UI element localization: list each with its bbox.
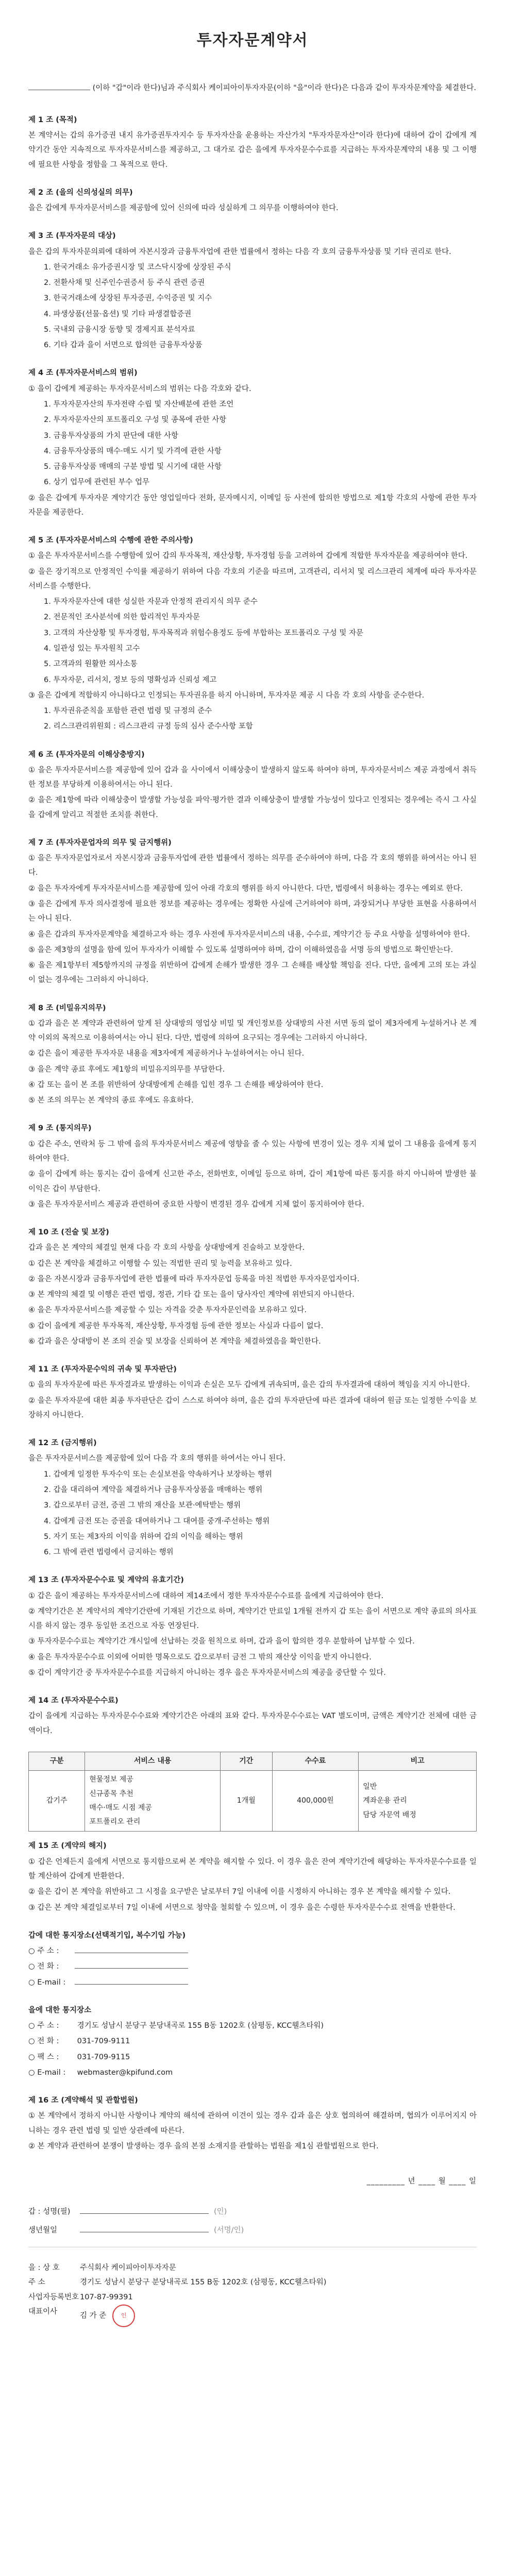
fee-table-header-cell: 기간: [221, 1752, 272, 1771]
signature-row: [28, 2223, 477, 2238]
termination-section: [28, 1839, 477, 1914]
main-article-7: [28, 836, 477, 988]
article-list-item: 4. 파생상품(선물·옵션) 및 기타 파생결합증권: [44, 310, 192, 318]
article-paragraph: ① 갑과 을은 본 계약과 관련하여 알게 된 상대방의 영업상 비밀 및 개인정보를 상대방의 사전 서면 동의 없이 제3자에게 누설하거나 본 계약 이외의 목적으로 이용하여서는 아니 된다. 다만, 법령에 의하여 요구되는 경우에는 그러하지 아니하다.: [28, 1019, 477, 1043]
fee-table-cell: 일반 계좌운용 관리 담당 자문역 배정: [359, 1771, 477, 1832]
main-article-9: [28, 1121, 477, 1212]
article-paragraph: ② 본 계약과 관련하여 분쟁이 발생하는 경우 을의 본점 소재지를 관할하는 법원을 제1심 관할법원으로 한다.: [28, 2142, 379, 2150]
signature-seal-hint: (서명/인): [214, 2226, 244, 2234]
article-paragraph: ④ 을은 투자자문서비스를 제공할 수 있는 자격을 갖춘 투자자문인력을 보유하고 있다.: [28, 1306, 307, 1315]
client-contact-row: [28, 1944, 477, 1958]
article-paragraph: 갑이 을에게 지급하는 투자자문수수료와 계약기간은 아래의 표와 같다. 투자자문수수료는 VAT 별도이며, 금액은 계약기간 전체에 대한 금액이다.: [28, 1712, 477, 1735]
article-paragraph: ⑤ 갑이 을에게 제공한 투자목적, 재산상황, 투자경험 등에 관한 정보는 사실과 다름이 없다.: [28, 1321, 324, 1330]
main-article-14: [28, 1693, 477, 1738]
article-title: 제 13 조 (투자자문수수료 및 계약의 유효기간): [28, 1576, 184, 1585]
company-contact-label: ○ 전 화 :: [28, 2037, 59, 2046]
article-title: 제 1 조 (목적): [28, 115, 77, 124]
article-list-item: 6. 기타 갑과 을이 서면으로 합의한 금융투자상품: [44, 341, 203, 350]
article-item-list: [28, 260, 477, 353]
article-list-item: 5. 금융투자상품 매매의 구분 방법 및 시기에 대한 사항: [44, 463, 222, 471]
article-paragraph: ① 을은 투자자문업자로서 자본시장과 금융투자업에 관한 법률에서 정하는 의무를 준수하여야 하며, 다음 각 호의 행위를 하여서는 아니 된다.: [28, 854, 477, 877]
article-list-item: ③ 을은 갑에게 적합하지 아니하다고 인정되는 투자권유를 하지 아니하며, 투자자문 제공 시 다음 각 호의 사항을 준수한다.: [28, 691, 425, 700]
fee-table-header-cell: 서비스 내용: [85, 1752, 221, 1771]
article-list-item: 1. 투자자문자산에 대한 성실한 자문과 안정적 관리지식 의무 준수: [44, 598, 258, 606]
article-item-list: [28, 595, 477, 734]
article-list-item: 2. 전환사채 및 신주인수권증서 등 주식 관련 증권: [44, 279, 205, 287]
article-paragraph: ⑤ 본 조의 의무는 본 계약의 종료 후에도 유효하다.: [28, 1096, 194, 1105]
signature-row: [28, 2205, 477, 2219]
fee-table-cell: 1개월: [221, 1771, 272, 1832]
article-paragraph: ③ 투자자문수수료는 계약기간 개시일에 선납하는 것을 원칙으로 하며, 갑과 을이 합의한 경우 분할하여 납부할 수 있다.: [28, 1637, 415, 1646]
main-article-10: [28, 1225, 477, 1349]
article-list-item: 5. 국내외 금융시장 동향 및 경제지표 분석자료: [44, 325, 195, 334]
client-name-blank[interactable]: [28, 81, 90, 90]
company-seal-stamp: 인: [112, 2304, 135, 2327]
article-list-item: 6. 투자자문, 리서치, 정보 등의 명확성과 신뢰성 제고: [44, 675, 217, 684]
client-contact-field[interactable]: [75, 1977, 188, 1985]
articles-section: [28, 113, 477, 1738]
fee-table-row: [29, 1771, 477, 1832]
main-article-2: [28, 185, 477, 216]
article-list-item: 2. 전문적인 조사분석에 의한 합리적인 투자자문: [44, 613, 200, 622]
article-title: 제 3 조 (투자자문의 대상): [28, 232, 116, 241]
article-paragraph: ③ 본 계약의 체결 및 이행은 관련 법령, 정관, 기타 갑 또는 을이 당사자인 계약에 위반되지 아니한다.: [28, 1291, 355, 1299]
company-info-label: 주 소: [28, 2278, 45, 2287]
article-list-item: 1. 갑에게 일정한 투자수익 또는 손실보전을 약속하거나 보장하는 행위: [44, 1470, 272, 1479]
contract-page: [28, 0, 477, 2348]
article-title: 제 15 조 (계약의 해지): [28, 1842, 107, 1851]
article-paragraph: 을은 갑에게 투자자문서비스를 제공함에 있어 신의에 따라 성실하게 그 의무를 이행하여야 한다.: [28, 204, 339, 213]
main-article-13: [28, 1573, 477, 1680]
article-title: 제 7 조 (투자자문업자의 의무 및 금지행위): [28, 838, 172, 847]
article-list-item: 5. 고객과의 원활한 의사소통: [44, 660, 138, 669]
article-paragraph: 을은 갑의 투자자문의뢰에 대하여 자본시장과 금융투자업에 관한 법률에서 정하는 다음 각 호의 금융투자상품 및 기타 권리로 한다.: [28, 247, 451, 256]
article-list-item: 2. 투자자문자산의 포트폴리오 구성 및 종목에 관한 사항: [44, 416, 227, 425]
article-paragraph: ② 갑은 을이 제공한 투자자문 내용을 제3자에게 제공하거나 누설하여서는 아니 된다.: [28, 1049, 305, 1058]
fee-table-cell: 400,000원: [272, 1771, 359, 1832]
company-info-row: [28, 2261, 477, 2275]
signature-section: [28, 2205, 477, 2238]
main-article-5: [28, 533, 477, 734]
article-paragraph: ② 을은 장기적으로 안정적인 수익률 제공하기 위하여 다음 각호의 기준을 따르며, 고객관리, 리서치 및 리스크관리 체계에 따라 투자자문서비스를 수행한다.: [28, 567, 477, 590]
signature-label: 갑 : 성명(필): [28, 2207, 71, 2216]
company-contact-value: webmaster@kpifund.com: [75, 2068, 173, 2077]
article-paragraph: ⑤ 갑이 계약기간 중 투자자문수수료를 지급하지 아니하는 경우 을은 투자자문서비스의 제공을 중단할 수 있다.: [28, 1668, 386, 1677]
article-title: 제 11 조 (투자자문수익의 귀속 및 투자판단): [28, 1365, 177, 1374]
company-contact-row: [28, 2019, 477, 2033]
article-paragraph: ④ 을은 투자자문수수료 이외에 어떠한 명목으로도 갑으로부터 금전 그 밖의 재산상 이익을 받지 아니한다.: [28, 1653, 372, 1662]
termination-article-1: [28, 1839, 477, 1914]
company-contact-row: [28, 2034, 477, 2048]
article-paragraph: 을은 투자자문서비스를 제공함에 있어 다음 각 호의 행위를 하여서는 아니 된다.: [28, 1454, 285, 1463]
article-list-item: 3. 금융투자상품의 가치 판단에 대한 사항: [44, 431, 178, 440]
article-paragraph: ② 을은 투자자문에 대한 최종 투자판단은 갑이 스스로 하여야 하며, 을은 갑의 투자판단에 따른 결과에 대하여 원금 또는 일정한 수익을 보장하지 아니한다.: [28, 1396, 477, 1419]
article-paragraph: ⑥ 갑과 을은 상대방이 본 조의 진술 및 보장을 신뢰하여 본 계약을 체결하였음을 확인한다.: [28, 1337, 321, 1346]
fee-table-header-cell: 비고: [359, 1752, 477, 1771]
article-paragraph: ⑥ 을은 제1항부터 제5항까지의 규정을 위반하여 갑에게 손해가 발생한 경우 그 손해를 배상할 책임을 진다. 다만, 을에게 고의 또는 과실이 없는 경우에는 그러하지 아니하다.: [28, 961, 477, 985]
article-paragraph: ③ 을은 계약 종료 후에도 제1항의 비밀유지의무를 부담한다.: [28, 1065, 225, 1074]
article-paragraph: ② 을이 갑에게 하는 통지는 갑이 을에게 신고한 주소, 전화번호, 이메일 등으로 하며, 갑이 제1항에 따른 통지를 하지 아니하여 발생한 불이익은 갑이 부담한다.: [28, 1170, 477, 1193]
company-contact-label: ○ 주 소 :: [28, 2022, 59, 2030]
company-info-row: [28, 2275, 477, 2290]
contract-title: 투자자문계약서: [196, 31, 309, 49]
intro-text: (이하 "갑"이라 한다)님과 주식회사 케이피아이투자자문(이하 "을"이라 한다)은 다음과 같이 투자자문계약을 체결한다.: [92, 83, 476, 92]
article-paragraph: ④ 갑 또는 을이 본 조를 위반하여 상대방에게 손해를 입힌 경우 그 손해를 배상하여야 한다.: [28, 1080, 324, 1089]
client-contact-label: ○ 주 소 :: [28, 1947, 59, 1956]
article-paragraph: ③ 갑은 본 계약 체결일로부터 7일 이내에 서면으로 청약을 철회할 수 있으며, 이 경우 을은 수령한 투자자문수수료 전액을 반환한다.: [28, 1903, 456, 1912]
company-info-label: 대표이사: [28, 2307, 58, 2316]
main-article-4: [28, 366, 477, 520]
client-contact-row: [28, 1975, 477, 1990]
article-paragraph: ① 을은 투자자문서비스를 제공함에 있어 갑과 을 사이에서 이해상충이 발생하지 않도록 하여야 하며, 투자자문서비스 제공 과정에서 취득한 정보를 부당하게 이용하여서는 아니 된다.: [28, 766, 477, 789]
client-contact-field[interactable]: [75, 1961, 188, 1969]
fee-table: [28, 1752, 477, 1832]
client-contact-label: ○ 전 화 :: [28, 1962, 59, 1971]
article-paragraph: 갑과 을은 본 계약의 체결일 현재 다음 각 호의 사항을 상대방에게 진술하고 보장한다.: [28, 1244, 305, 1252]
company-contact-label: ○ 팩 스 :: [28, 2053, 59, 2061]
company-info-value: 107-87-99391: [80, 2293, 133, 2301]
main-article-3: [28, 229, 477, 352]
fee-table-header: [29, 1752, 477, 1771]
article-item-list: [28, 1467, 477, 1560]
fee-table-body: [29, 1771, 477, 1832]
article-paragraph: 본 계약서는 갑의 유가증권 내지 유가증권투자지수 등 투자자산을 운용하는 자산가치 "투자자문자산"이라 한다)에 대하여 갑이 갑에게 계약기간 동안 지속적으로 투자자문서비스를 제공하고, 그 대가로 갑은 을에게 투자자문수수료를 지급하는 투자자문계약의 내용 및 그 이행에 필요한 사항을 정함을 그 목적으로 한다.: [28, 131, 477, 169]
signature-field[interactable]: [80, 2206, 209, 2214]
article-item-list: [28, 382, 477, 520]
article-title: 제 16 조 (계약해석 및 관할법원): [28, 2096, 138, 2105]
article-list-item: 4. 갑에게 금전 또는 증권을 대여하거나 그 대여를 중개·주선하는 행위: [44, 1517, 270, 1526]
company-contact-row: [28, 2065, 477, 2080]
article-list-item: 4. 금융투자상품의 매수·매도 시기 및 가격에 관한 사항: [44, 447, 222, 455]
company-info-row: [28, 2304, 477, 2327]
article-paragraph: ① 갑은 본 계약을 체결하고 이행할 수 있는 적법한 권리 및 능력을 보유하고 있다.: [28, 1259, 292, 1268]
fee-table-header-cell: 구분: [29, 1752, 85, 1771]
article-title: 제 14 조 (투자자문수수료): [28, 1697, 119, 1705]
article-title: 제 2 조 (을의 신의성실의 의무): [28, 188, 133, 197]
article-list-item: 2. 갑을 대리하여 계약을 체결하거나 금융투자상품을 매매하는 행위: [44, 1486, 263, 1495]
client-contact-label: ○ E-mail :: [28, 1978, 66, 1987]
article-paragraph: ① 갑은 언제든지 을에게 서면으로 통지함으로써 본 계약을 해지할 수 있다. 이 경우 을은 잔여 계약기간에 해당하는 투자자문수수료를 일할 계산하여 갑에게 반환한다.: [28, 1857, 477, 1881]
main-article-1: [28, 113, 477, 172]
company-contact-value: 경기도 성남시 분당구 분당내곡로 155 B동 1202호 (삼평동, KCC웰츠타워): [75, 2022, 324, 2030]
fee-table-cell: 현물정보 제공 신규종목 추천 매수·매도 시점 제공 포트폴리오 관리: [85, 1771, 221, 1832]
client-contact-field[interactable]: [75, 1945, 188, 1953]
article-paragraph: ① 갑은 을이 제공하는 투자자문서비스에 대하여 제14조에서 정한 투자자문수수료를 을에게 지급하여야 한다.: [28, 1591, 384, 1600]
article-paragraph: ② 을은 제1항에 따라 이해상충이 발생할 가능성을 파악·평가한 결과 이해상충이 발생할 가능성이 있다고 인정되는 경우에는 즉시 그 사실을 갑에게 알리고 적절한 조치를 취한다.: [28, 796, 477, 819]
company-info: [28, 2261, 477, 2327]
signature-label: 생년월일: [28, 2226, 58, 2234]
main-article-12: [28, 1436, 477, 1560]
signature-field[interactable]: [80, 2225, 209, 2232]
signing-date[interactable]: _________ 년 ____ 월 ____ 일: [366, 2177, 477, 2186]
article-paragraph: ③ 을은 갑에게 투자 의사결정에 필요한 정보를 제공하는 경우에는 정확한 사실에 근거하여야 하며, 과장되거나 부당한 표현을 사용하여서는 아니 된다.: [28, 900, 477, 923]
article-title: 제 9 조 (통지의무): [28, 1124, 92, 1133]
article-paragraph: ④ 을은 갑과의 투자자문계약을 체결하고자 하는 경우 사전에 투자자문서비스의 내용, 수수료, 계약기간 등 주요 사항을 설명하여야 한다.: [28, 930, 470, 939]
article-title: 제 4 조 (투자자문서비스의 범위): [28, 369, 138, 378]
article-list-item: 2. 리스크관리위원회 : 리스크관리 규정 등의 심사 준수사항 포함: [44, 722, 253, 731]
article-list-item: ① 을이 갑에게 제공하는 투자자문서비스의 범위는 다음 각호와 같다.: [28, 384, 251, 393]
article-paragraph: ② 계약기간은 본 계약서의 계약기간란에 기재된 기간으로 하며, 계약기간 만료일 1개월 전까지 갑 또는 을이 서면으로 계약 종료의 의사표시를 하지 않는 경우 동일한 조건으로 자동 연장된다.: [28, 1607, 477, 1631]
article-title: 제 5 조 (투자자문서비스의 수행에 관한 주의사항): [28, 536, 193, 545]
client-contact-row: [28, 1959, 477, 1974]
article-list-item: 1. 투자자문자산의 투자전략 수립 및 자산배분에 관한 조언: [44, 400, 234, 409]
company-contact-label: ○ E-mail :: [28, 2068, 66, 2077]
article-paragraph: ① 을의 투자자문에 따른 투자결과로 발생하는 이익과 손실은 모두 갑에게 귀속되며, 을은 갑의 투자결과에 대하여 책임을 지지 아니한다.: [28, 1381, 470, 1389]
client-contact-form: [28, 1928, 477, 1990]
article-paragraph: ⑤ 을은 제3항의 설명을 함에 있어 투자자가 이해할 수 있도록 설명하여야 하며, 갑이 이해하였음을 서명 등의 방법으로 확인받는다.: [28, 945, 453, 954]
company-contact-row: [28, 2050, 477, 2064]
article-list-item: 6. 그 밖에 관련 법령에서 금지하는 행위: [44, 1548, 174, 1557]
fee-table-cell: 갑기주: [29, 1771, 85, 1832]
article-title: 제 10 조 (진술 및 보장): [28, 1228, 109, 1237]
article-paragraph: ① 본 계약에서 정하지 아니한 사항이나 계약의 해석에 관하여 이견이 있는 경우 갑과 을은 상호 협의하여 해결하며, 협의가 이루어지지 아니하는 경우 관련 법령 및 일반 상관례에 따른다.: [28, 2112, 477, 2135]
company-contact-title: 을에 대한 통지장소: [28, 2006, 92, 2014]
article-title: 제 6 조 (투자자문의 이해상충방지): [28, 750, 145, 759]
main-article-8: [28, 1001, 477, 1108]
article-list-item: ② 을은 갑에게 투자자문 계약기간 동안 영업일마다 전화, 문자메시지, 이메일 등 사전에 합의한 방법으로 제1항 각호의 사항에 관한 투자자문을 제공한다.: [28, 494, 477, 517]
article-list-item: 4. 일관성 있는 투자원칙 고수: [44, 645, 140, 653]
article-paragraph: ③ 을은 투자자문서비스 제공과 관련하여 중요한 사항이 변경된 경우 갑에게 지체 없이 통지하여야 한다.: [28, 1200, 364, 1209]
article-list-item: 3. 고객의 자산상황 및 투자경험, 투자목적과 위험수용정도 등에 부합하는 포트폴리오 구성 및 자문: [44, 629, 364, 637]
company-contact-value: 031-709-9111: [75, 2037, 130, 2046]
main-article-11: [28, 1362, 477, 1422]
article-paragraph: ② 을은 투자자에게 투자자문서비스를 제공함에 있어 아래 각호의 행위를 하지 아니한다. 다만, 법령에서 허용하는 경우는 예외로 한다.: [28, 884, 463, 893]
fee-table-header-cell: 수수료: [272, 1752, 359, 1771]
article-list-item: 1. 투자권유준칙을 포함한 관련 법령 및 규정의 준수: [44, 707, 212, 716]
company-info-value: 주식회사 케이피아이투자자문: [80, 2264, 176, 2273]
company-info-value: 경기도 성남시 분당구 분당내곡로 155 B동 1202호 (삼평동, KCC웰츠타워): [80, 2278, 327, 2287]
client-contact-title: 갑에 대한 통지장소(선택적기입, 복수기입 가능): [28, 1931, 186, 1940]
contract-intro: [28, 81, 477, 95]
article-paragraph: ① 갑은 주소, 연락처 등 그 밖에 을의 투자자문서비스 제공에 영향을 줄 수 있는 사항에 변경이 있는 경우 지체 없이 그 내용을 을에게 통지하여야 한다.: [28, 1140, 477, 1163]
article-paragraph: ② 을은 자본시장과 금융투자업에 관한 법률에 따라 투자자문업 등록을 마친 적법한 투자자문업자이다.: [28, 1275, 360, 1283]
company-contact: [28, 2003, 477, 2080]
article-list-item: 3. 한국거래소에 상장된 투자증권, 수익증권 및 지수: [44, 294, 212, 303]
article-paragraph: ② 을은 갑이 본 계약을 위반하고 그 시정을 요구받은 날로부터 7일 이내에 이를 시정하지 아니하는 경우 본 계약을 해지할 수 있다.: [28, 1888, 451, 1896]
company-contact-value: 031-709-9115: [75, 2053, 130, 2061]
article-list-item: 3. 갑으로부터 금전, 증권 그 밖의 재산을 보관·예탁받는 행위: [44, 1501, 241, 1510]
article-title: 제 12 조 (금지행위): [28, 1439, 97, 1448]
company-info-row: [28, 2290, 477, 2304]
company-info-label: 을 : 상 호: [28, 2264, 60, 2273]
article-list-item: 6. 상기 업무에 관련된 부수 업무: [44, 478, 149, 487]
main-article-6: [28, 748, 477, 822]
company-info-value: 김 가 준 인: [80, 2304, 477, 2327]
article-paragraph: ① 을은 투자자문서비스를 수행함에 있어 갑의 투자목적, 재산상황, 투자경험 등을 고려하여 갑에게 적합한 투자자문을 제공하여야 한다.: [28, 552, 468, 561]
article-list-item: 5. 자기 또는 제3자의 이익을 위하여 갑의 이익을 해하는 행위: [44, 1532, 243, 1541]
article-title: 제 8 조 (비밀유지의무): [28, 1004, 106, 1012]
company-info-label: 사업자등록번호: [28, 2293, 79, 2301]
signature-seal-hint: (인): [214, 2207, 227, 2216]
final-articles-section: [28, 2093, 477, 2154]
final-article-1: [28, 2093, 477, 2154]
article-list-item: 1. 한국거래소 유가증권시장 및 코스닥시장에 상장된 주식: [44, 263, 231, 272]
